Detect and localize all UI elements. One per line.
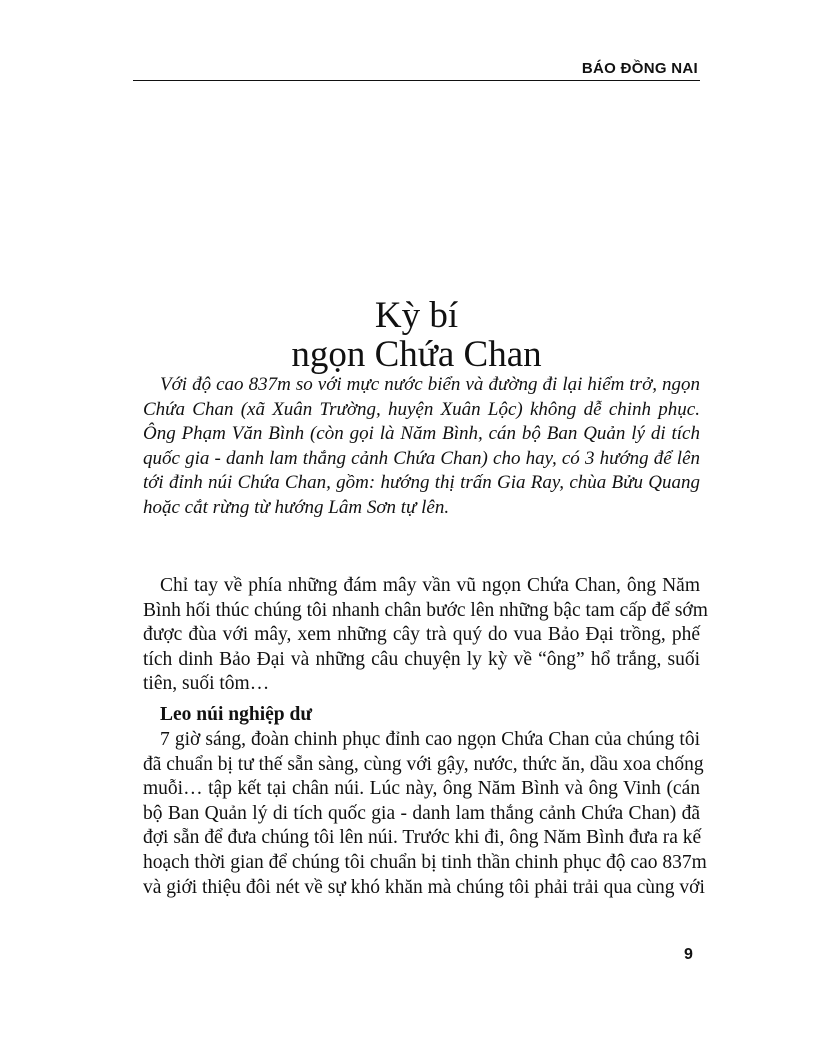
text-line: Chỉ tay về phía những đám mây vần vũ ngọn Chứa Chan, ông Năm — [160, 575, 700, 596]
running-header — [133, 58, 700, 81]
text-line: tới đỉnh núi Chứa Chan, gồm: hướng thị trấn Gia Ray, chùa Bửu Quang — [143, 472, 700, 494]
text-line: muỗi… tập kết tại chân núi. Lúc này, ông Năm Bình và ông Vinh (cán — [143, 778, 700, 800]
text-line: 7 giờ sáng, đoàn chinh phục đỉnh cao ngọn Chứa Chan của chúng tôi — [160, 729, 700, 750]
article-title-line-2: ngọn Chứa Chan — [291, 334, 542, 375]
text-line: đợi sẵn để đưa chúng tôi lên núi. Trước khi đi, ông Năm Bình đưa ra kế — [143, 827, 702, 849]
body-paragraph-2 — [143, 728, 707, 900]
text-line: đã chuẩn bị tư thế sẵn sàng, cùng với gậy, nước, thức ăn, dầu xoa chống — [143, 753, 704, 775]
page-number: 9 — [684, 946, 693, 963]
section-subheading: Leo núi nghiệp dư — [160, 704, 313, 725]
publisher-name: BÁO ĐỒNG NAI — [581, 60, 698, 77]
text-line: và giới thiệu đôi nét về sự khó khăn mà chúng tôi phải trải qua cùng với — [143, 876, 705, 898]
text-line: hoặc cắt rừng từ hướng Lâm Sơn tự lên. — [143, 496, 450, 518]
text-line: Chứa Chan (xã Xuân Trường, huyện Xuân Lộc) không dễ chinh phục. — [143, 398, 700, 420]
text-line: Ông Phạm Văn Bình (còn gọi là Năm Bình, cán bộ Ban Quản lý di tích — [143, 423, 700, 445]
text-line: Bình hối thúc chúng tôi nhanh chân bước lên những bậc tam cấp để sớm — [143, 599, 708, 621]
text-line: Với độ cao 837m so với mực nước biển và đường đi lại hiểm trở, ngọn — [160, 374, 700, 395]
text-line: bộ Ban Quản lý di tích quốc gia - danh lam thắng cảnh Chứa Chan) đã — [143, 802, 700, 824]
text-line: hoạch thời gian để chúng tôi chuẩn bị tinh thần chinh phục độ cao 837m — [143, 851, 707, 873]
text-line: tiên, suối tôm… — [143, 673, 270, 695]
text-line: tích dinh Bảo Đại và những câu chuyện ly kỳ về “ông” hổ trắng, suối — [143, 648, 700, 670]
body-paragraph-1 — [143, 574, 708, 697]
intro-paragraph — [143, 373, 700, 521]
text-line: được đùa với mây, xem những cây trà quý do vua Bảo Đại trồng, phế — [143, 624, 700, 646]
article-title-line-1: Kỳ bí — [374, 295, 459, 336]
text-line: quốc gia - danh lam thắng cảnh Chứa Chan) cho hay, có 3 hướng để lên — [143, 447, 700, 469]
